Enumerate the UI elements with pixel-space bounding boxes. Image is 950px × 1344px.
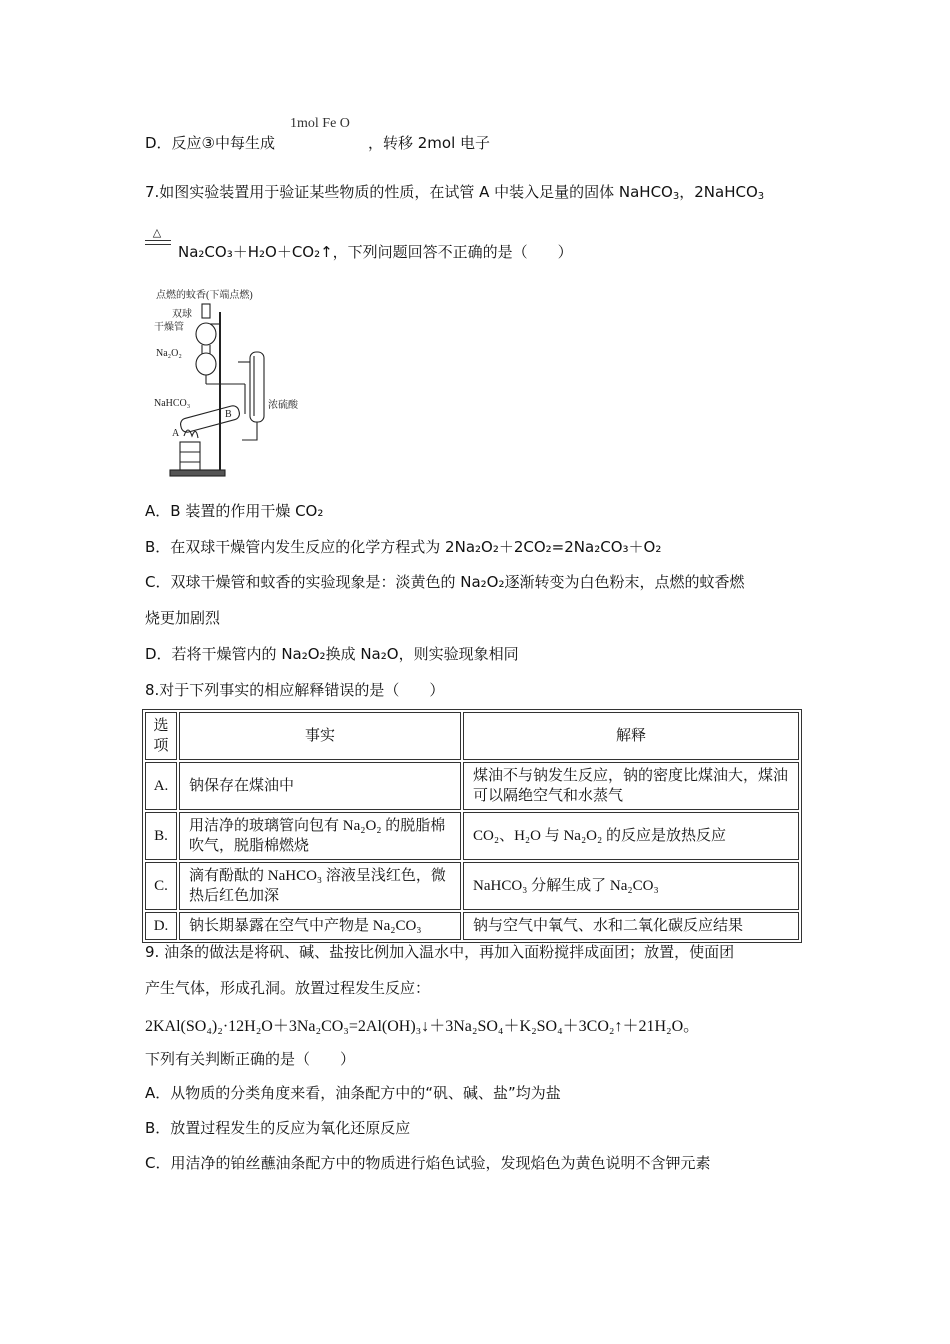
row-explanation: NaHCO₃ 分解生成了 Na₂CO₃	[463, 862, 799, 910]
row-explanation: 煤油不与钠发生反应，钠的密度比煤油大，煤油可以隔绝空气和水蒸气	[463, 762, 799, 810]
row-label: C.	[145, 862, 177, 910]
row-label: D.	[145, 912, 177, 940]
q7-option-b: B．在双球干燥管内发生反应的化学方程式为 2Na₂O₂＋2CO₂=2Na₂CO₃＋O₂	[145, 538, 662, 556]
q7-stem-line1: 7.如图实验装置用于验证某些物质的性质，在试管 A 中装入足量的固体 NaHCO$_3$，2NaHCO$_3$	[145, 183, 765, 202]
heat-symbol: △	[152, 226, 162, 239]
acid-tube-b	[250, 352, 264, 422]
table-header-row	[145, 712, 799, 760]
q7-option-d: D．若将干燥管内的 Na₂O₂换成 Na₂O，则实验现象相同	[145, 645, 519, 663]
facts-table	[142, 709, 802, 943]
reaction-bar-top	[145, 240, 171, 241]
table-row	[145, 912, 799, 940]
q9-equation: 2KAl(SO₄)₂·12H₂O＋3Na₂CO₃=2Al(OH)₃↓＋3Na₂SO₄＋K₂SO₄＋3CO₂↑＋21H₂O。	[145, 1018, 700, 1035]
q9-stem-line2: 产生气体，形成孔洞。放置过程发生反应：	[145, 979, 431, 997]
fe-oxide-formula: 1mol Fe O	[290, 116, 350, 131]
q7-stem-line2: Na₂CO₃＋H₂O＋CO₂↑，下列问题回答不正确的是（ ）	[178, 243, 573, 261]
q7-option-c-line2: 烧更加剧烈	[145, 609, 221, 627]
q9-option-b: B．放置过程发生的反应为氧化还原反应	[145, 1119, 411, 1137]
upper-bulb	[196, 323, 216, 345]
row-explanation: CO₂、H₂O 与 Na₂O₂ 的反应是放热反应	[463, 812, 799, 860]
incense	[202, 304, 210, 318]
table-row	[145, 762, 799, 810]
reaction-bar-bottom	[145, 244, 171, 245]
burner	[180, 442, 200, 470]
label-nahco3: NaHCO₃	[154, 398, 191, 409]
q9-option-a: A．从物质的分类角度来看，油条配方中的“矾、碱、盐”均为盐	[145, 1084, 561, 1102]
q6-option-d-suffix: ，转移 2mol 电子	[368, 134, 491, 152]
row-fact: 滴有酚酞的 NaHCO₃ 溶液呈浅红色，微热后红色加深	[179, 862, 461, 910]
q7-option-a: A．B 装置的作用干燥 CO₂	[145, 502, 324, 520]
row-fact: 钠长期暴露在空气中产物是 Na₂CO₃	[179, 912, 461, 940]
table-row	[145, 862, 799, 910]
table-row	[145, 812, 799, 860]
q9-stem-line1: 9. 油条的做法是将矾、碱、盐按比例加入温水中，再加入面粉搅拌成面团；放置，使面团	[145, 943, 735, 961]
header-option: 选项	[145, 712, 177, 760]
q9-option-c: C．用洁净的铂丝蘸油条配方中的物质进行焰色试验，发现焰色为黄色说明不含钾元素	[145, 1154, 711, 1172]
row-label: B.	[145, 812, 177, 860]
label-na2o2: Na₂O₂	[156, 348, 182, 359]
lower-bulb	[196, 353, 216, 375]
row-explanation: 钠与空气中氧气、水和二氧化碳反应结果	[463, 912, 799, 940]
header-explanation: 解释	[463, 712, 799, 760]
label-acid: 浓硫酸	[268, 400, 298, 411]
label-drying-tube: 干燥管	[154, 322, 184, 333]
q9-question: 下列有关判断正确的是（ ）	[145, 1050, 356, 1068]
row-label: A.	[145, 762, 177, 810]
label-a: A	[172, 428, 180, 439]
apparatus-figure	[150, 284, 320, 484]
header-fact: 事实	[179, 712, 461, 760]
stand-base	[170, 470, 225, 476]
q8-stem: 8.对于下列事实的相应解释错误的是（ ）	[145, 681, 445, 699]
label-incense: 点燃的蚊香(下端点燃)	[156, 290, 253, 301]
q6-option-d-prefix: D．反应③中每生成	[145, 134, 275, 152]
label-double-bulb: 双球	[172, 309, 192, 320]
row-fact: 用洁净的玻璃管向包有 Na₂O₂ 的脱脂棉吹气，脱脂棉燃烧	[179, 812, 461, 860]
row-fact: 钠保存在煤油中	[179, 762, 461, 810]
label-b: B	[225, 409, 232, 420]
q7-option-c-line1: C．双球干燥管和蚊香的实验现象是：淡黄色的 Na₂O₂逐渐转变为白色粉末，点燃的蚊香燃	[145, 573, 745, 591]
